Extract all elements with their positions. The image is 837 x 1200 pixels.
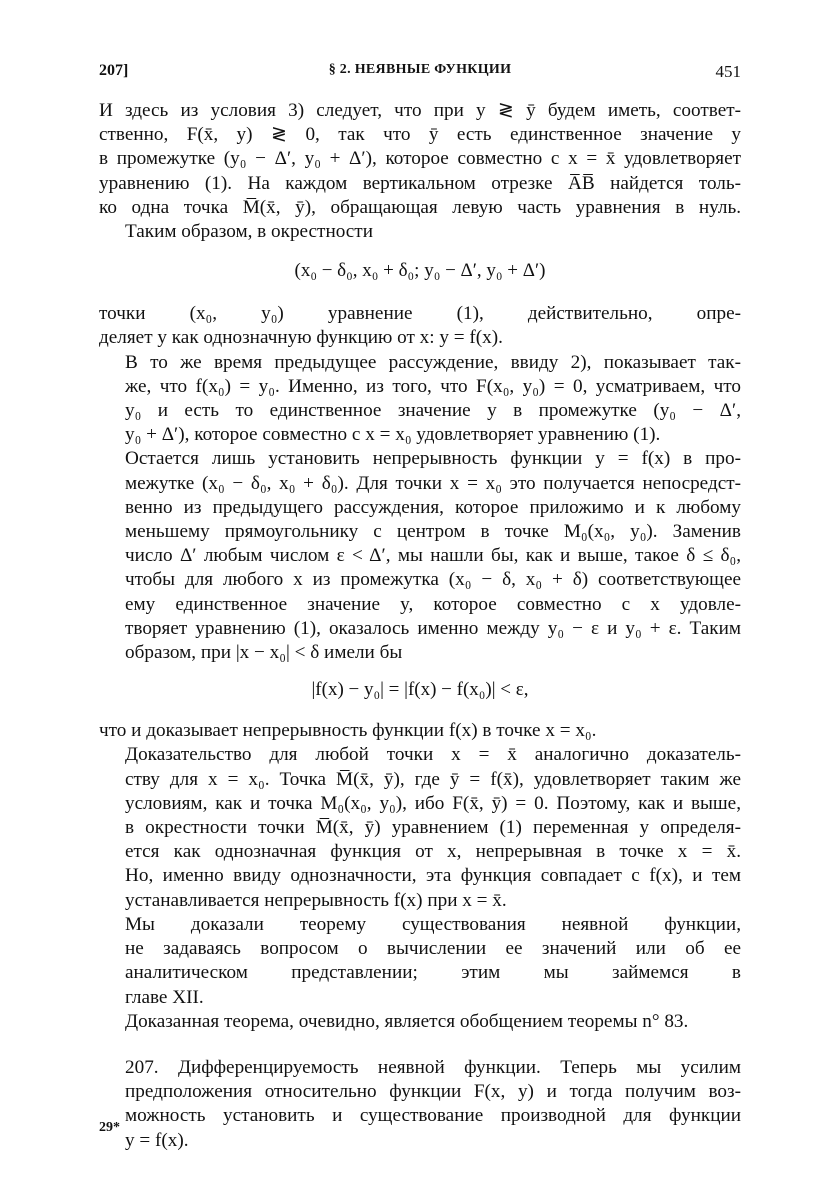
text-line: межутке (x₀ − δ₀, x₀ + δ₀). Для точки x = x₀ это получается непосредст- [125, 472, 741, 494]
paragraph [99, 302, 741, 350]
paragraph [99, 719, 741, 743]
text-line: ему единственное значение y, которое совместно с x удовле- [125, 593, 741, 615]
text-line: образом, при |x − x₀| < δ имели бы [125, 642, 403, 664]
text-line: деляет y как однозначную функцию от x: y = f(x). [99, 327, 503, 349]
running-title: § 2. НЕЯВНЫЕ ФУНКЦИИ [328, 62, 512, 77]
text-line: же, что f(x₀) = y₀. Именно, из того, что F(x₀, y₀) = 0, усматриваем, что [125, 375, 741, 397]
paragraph [99, 1010, 741, 1034]
text-line: главе XII. [125, 986, 204, 1008]
text-line: предположения относительно функции F(x, y) и тогда получим воз- [125, 1081, 741, 1103]
text-line: можность установить и существование производной для функции [125, 1105, 741, 1127]
section-gap [99, 1034, 741, 1056]
text-line: ству для x = x₀. Точка M̅(x̄, ȳ), где ȳ = f(x̄), удовлетворяет таким же [125, 768, 741, 790]
text-line: Но, именно ввиду однозначности, эта функция совпадает с f(x), и тем [125, 865, 741, 887]
text-line: условиям, как и точка M₀(x₀, y₀), ибо F(x̄, ȳ) = 0. Поэтому, как и выше, [125, 792, 741, 814]
section-number: 207] [99, 62, 129, 79]
running-header [99, 62, 741, 86]
text-line: ственно, F(x̄, y) ≷ 0, так что ȳ есть единственное значение y [99, 124, 741, 146]
page-number: 451 [715, 62, 741, 81]
text-line: Таким образом, в окрестности [125, 221, 373, 243]
section-paragraph [99, 1056, 741, 1153]
text-line: аналитическом представлении; этим мы займемся в [125, 962, 741, 984]
text-line: чтобы для любого x из промежутка (x₀ − δ, x₀ + δ) соответствующее [125, 569, 741, 591]
signature-mark: 29* [99, 1120, 120, 1135]
text-line: точки (x₀, y₀) уравнение (1), действительно, опре- [99, 303, 741, 325]
page-body [99, 99, 741, 1153]
display-formula: (x₀ − δ₀, x₀ + δ₀; y₀ − Δ′, y₀ + Δ′) [294, 260, 546, 282]
text-line: творяет уравнению (1), оказалось именно между y₀ − ε и y₀ + ε. Таким [125, 617, 741, 639]
paragraph [99, 351, 741, 448]
section-heading-line: 207. Дифференцируемость неявной функции. Теперь мы усилим [125, 1056, 741, 1078]
text-line: меньшему прямоугольнику с центром в точке M₀(x₀, y₀). Заменив [125, 521, 741, 543]
text-line: ется как однозначная функция от x, непрерывная в точке x = x̄. [125, 841, 741, 863]
text-line: уравнению (1). На каждом вертикальном отрезке A̅B̅ найдется толь- [99, 172, 741, 194]
paragraph [99, 220, 741, 244]
text-line: y₀ + Δ′), которое совместно с x = x₀ удовлетворяет уравнению (1). [125, 424, 661, 446]
text-line: число Δ′ любым числом ε < Δ′, мы нашли бы, как и выше, такое δ ≤ δ₀, [125, 545, 741, 567]
text-line: y = f(x). [125, 1129, 189, 1151]
text-line: y₀ и есть то единственное значение y в промежутке (y₀ − Δ′, [125, 400, 741, 422]
text-line: Мы доказали теорему существования неявной функции, [125, 913, 741, 935]
text-line: Доказанная теорема, очевидно, является обобщением теоремы n° 83. [125, 1010, 689, 1032]
text-line: что и доказывает непрерывность функции f(x) в точке x = x₀. [99, 720, 597, 742]
paragraph [99, 743, 741, 912]
text-line: не задаваясь вопросом о вычислении ее значений или об ее [125, 938, 741, 960]
text-line: венно из предыдущего рассуждения, которое приложимо и к любому [125, 496, 741, 518]
paragraph [99, 447, 741, 665]
text-line: в окрестности точки M̅(x̄, ȳ) уравнением (1) переменная y определя- [125, 817, 741, 839]
text-line: ко одна точка M̅(x̄, ȳ), обращающая левую часть уравнения в нуль. [99, 196, 741, 218]
paragraph [99, 99, 741, 220]
text-line: Доказательство для любой точки x = x̄ аналогично доказатель- [125, 744, 741, 766]
display-formula: |f(x) − y₀| = |f(x) − f(x₀)| < ε, [311, 679, 529, 701]
paragraph [99, 913, 741, 1010]
text-line: И здесь из условия 3) следует, что при y ≷ ȳ будем иметь, соответ- [99, 100, 741, 121]
text-line: в промежутке (y₀ − Δ′, y₀ + Δ′), которое совместно с x = x̄ удовлетворяет [99, 148, 741, 170]
text-line: устанавливается непрерывность f(x) при x = x̄. [125, 889, 507, 911]
text-line: Остается лишь установить непрерывность функции y = f(x) в про- [125, 448, 741, 470]
text-line: В то же время предыдущее рассуждение, ввиду 2), показывает так- [125, 351, 741, 373]
